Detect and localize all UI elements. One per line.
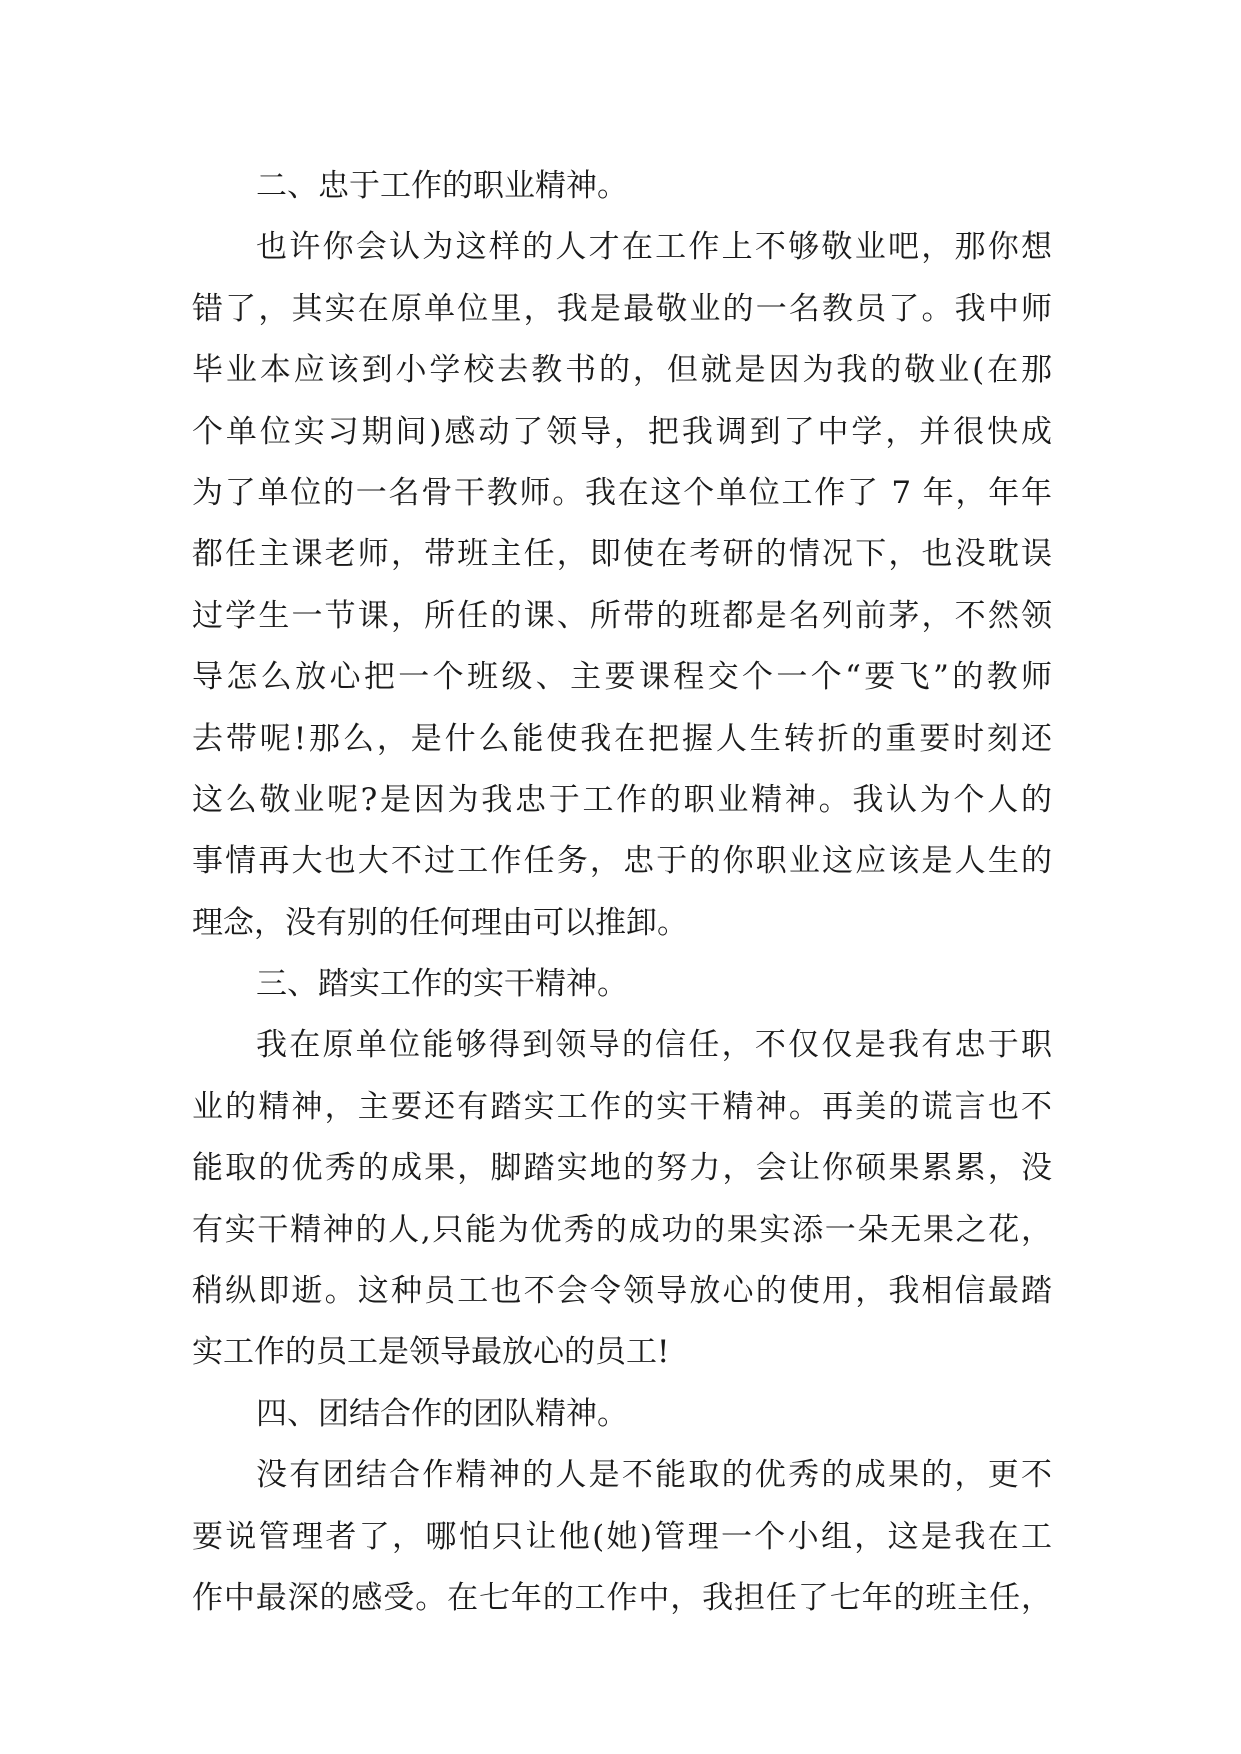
paragraph-line: 为了单位的一名骨干教师。我在这个单位工作了 7 年，年年 (192, 474, 1052, 511)
paragraph-line: 稍纵即逝。这种员工也不会令领导放心的使用，我相信最踏 (192, 1273, 1052, 1310)
paragraph-line: 导怎么放心把一个班级、主要课程交个一个“要飞”的教师 (192, 659, 1052, 696)
paragraph-line: 过学生一节课，所任的课、所带的班都是名列前茅，不然领 (192, 597, 1052, 634)
document-body (192, 156, 1052, 1629)
paragraph-line: 错了，其实在原单位里，我是最敬业的一名教员了。我中师 (192, 290, 1052, 327)
paragraph-line: 这么敬业呢?是因为我忠于工作的职业精神。我认为个人的 (192, 781, 1052, 818)
paragraph-line: 也许你会认为这样的人才在工作上不够敬业吧，那你想 (256, 229, 1052, 266)
paragraph-line: 去带呢!那么，是什么能使我在把握人生转折的重要时刻还 (192, 720, 1052, 757)
paragraph-line: 理念，没有别的任何理由可以推卸。 (192, 904, 688, 941)
section-heading-practical: 三、踏实工作的实干精神。 (256, 966, 628, 1003)
paragraph-line: 作中最深的感受。在七年的工作中，我担任了七年的班主任， (192, 1579, 1052, 1616)
paragraph-line: 都任主课老师，带班主任，即使在考研的情况下，也没耽误 (192, 536, 1052, 573)
paragraph-line: 实工作的员工是领导最放心的员工! (192, 1334, 670, 1371)
paragraph-line: 有实干精神的人,只能为优秀的成功的果实添一朵无果之花， (192, 1211, 1052, 1248)
section-heading-teamwork: 四、团结合作的团队精神。 (256, 1395, 628, 1432)
paragraph-line: 业的精神，主要还有踏实工作的实干精神。再美的谎言也不 (192, 1088, 1052, 1125)
paragraph-line: 要说管理者了，哪怕只让他(她)管理一个小组，这是我在工 (192, 1518, 1052, 1555)
paragraph-line: 毕业本应该到小学校去教书的，但就是因为我的敬业(在那 (192, 352, 1052, 389)
paragraph-line: 个单位实习期间)感动了领导，把我调到了中学，并很快成 (192, 413, 1052, 450)
paragraph-line: 能取的优秀的成果，脚踏实地的努力，会让你硕果累累，没 (192, 1150, 1052, 1187)
paragraph-line: 事情再大也大不过工作任务，忠于的你职业这应该是人生的 (192, 843, 1052, 880)
paragraph-line: 我在原单位能够得到领导的信任，不仅仅是我有忠于职 (256, 1027, 1052, 1064)
paragraph-line: 没有团结合作精神的人是不能取的优秀的成果的，更不 (256, 1457, 1052, 1494)
section-heading-loyalty: 二、忠于工作的职业精神。 (256, 168, 628, 204)
